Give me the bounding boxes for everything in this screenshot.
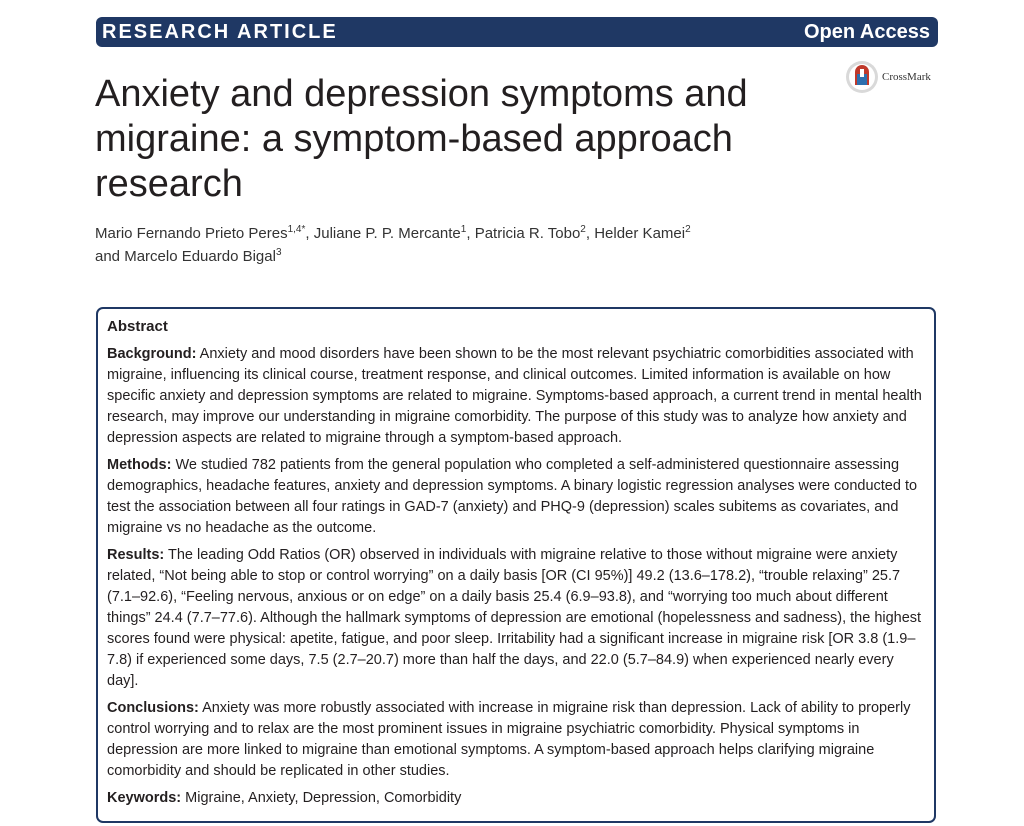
author-name[interactable]: Patricia R. Tobo [474, 225, 581, 242]
author-affiliation: 1 [460, 224, 467, 235]
keywords-text: Migraine, Anxiety, Depression, Comorbidity [181, 790, 462, 806]
methods-label: Methods: [107, 457, 172, 473]
abstract-keywords [107, 788, 926, 809]
author-list [95, 222, 815, 268]
results-label: Results: [107, 547, 165, 563]
conclusions-label: Conclusions: [107, 700, 199, 716]
keywords-label: Keywords: [107, 790, 182, 806]
background-label: Background: [107, 346, 197, 362]
methods-text: We studied 782 patients from the general population who completed a self-administered questionnaire assessing demographics, headache features, anxiety and depression symptoms. A binary logistic regression analyses were conducted to test the association between all four ratings in GAD-7 (anxiety) and PHQ-9 (depression) scales subitems as covariates, and migraine vs no headache as the outcome. [107, 457, 918, 536]
abstract-background [107, 344, 926, 449]
abstract-conclusions [107, 698, 926, 782]
author-name[interactable]: Helder Kamei [594, 225, 686, 242]
author-name[interactable]: Mario Fernando Prieto Peres [95, 225, 288, 242]
crossmark-badge[interactable] [845, 60, 955, 96]
abstract-results [107, 545, 926, 692]
author-affiliation: 2 [685, 224, 691, 235]
abstract-heading: Abstract [107, 318, 168, 335]
article-title: Anxiety and depression symptoms and migraine: a symptom-based approach research [95, 73, 748, 205]
background-text: Anxiety and mood disorders have been shown to be the most relevant psychiatric comorbidities associated with migraine, influencing its clinical course, treatment response, and clinical outcomes. Limited information is available on how specific anxiety and depression symptoms are related to migraine. Symptoms-based approach, a current trend in mental health research, may improve our understanding in migraine comorbidity. The purpose of this study was to analyze how anxiety and depression aspects are related to migraine through a symptom-based approach. [107, 346, 922, 446]
author-affiliation: 3 [275, 247, 282, 258]
crossmark-icon [845, 60, 879, 94]
abstract-methods [107, 455, 926, 539]
open-access-label[interactable]: Open Access [804, 21, 930, 43]
author-affiliation: 1,4* [287, 224, 306, 235]
author-separator: , [585, 225, 595, 242]
author-separator: , [305, 225, 314, 242]
author-affiliation: 2 [580, 224, 586, 235]
crossmark-label: CrossMark [882, 71, 931, 83]
conclusions-text: Anxiety was more robustly associated with increase in migraine risk than depression. Lack of ability to properly control worrying and to relax are the most prominent issues in migraine psychiatric comorbidity. Physical symptoms in depression are more linked to migraine than emotional symptoms. A symptom-based approach helps clarifying migraine comorbidity and should be replicated in other studies. [107, 700, 911, 779]
author-separator: , [466, 225, 475, 242]
abstract-box [96, 307, 936, 823]
author-name[interactable]: and Marcelo Eduardo Bigal [95, 248, 276, 265]
author-name[interactable]: Juliane P. P. Mercante [313, 225, 461, 242]
results-text: The leading Odd Ratios (OR) observed in individuals with migraine relative to those without migraine were anxiety related, “Not being able to stop or control worrying” on a daily basis [OR (CI 95%)] 49.2 (13.6–178.2), “trouble relaxing” 25.7 (7.1–92.6), “Feeling nervous, anxious or on edge” on a daily basis 25.4 (6.9–93.8), and “worrying too much about different things” 24.4 (7.7–77.6). Although the hallmark symptoms of depression are emotional (hopelessness and sadness), the highest scores found were physical: apetite, fatigue, and poor sleep. Irritability had a significant increase in migraine risk [OR 3.8 (1.9–7.8) if experienced some days, 7.5 (2.7–20.7) more than half the days, and 22.0 (5.7–84.9) when experienced nearly every day]. [107, 547, 922, 689]
article-type-label: RESEARCH ARTICLE [102, 21, 338, 43]
article-type-banner [96, 17, 938, 47]
